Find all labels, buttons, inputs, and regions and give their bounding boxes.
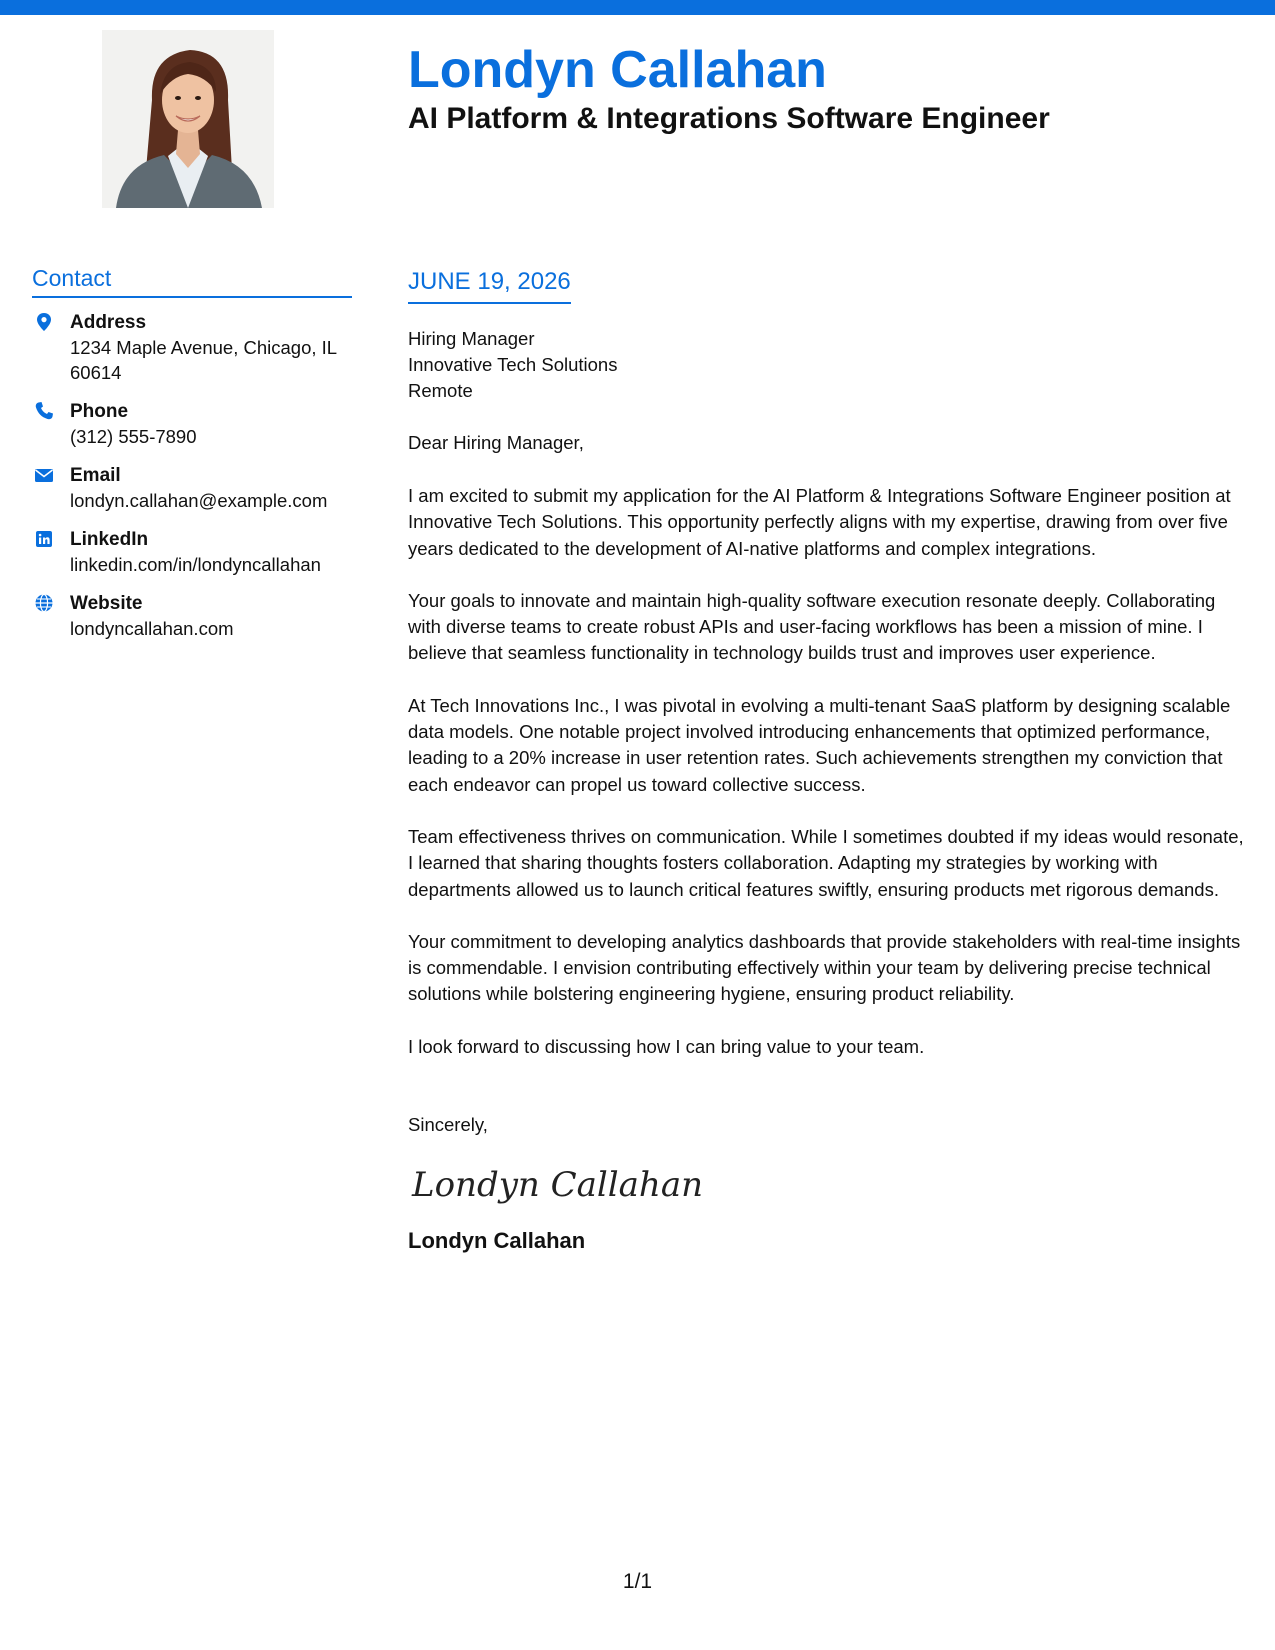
contact-address: [32, 310, 352, 385]
letter-date: JUNE 19, 2026: [408, 268, 571, 304]
job-title: AI Platform & Integrations Software Engineer: [408, 102, 1050, 135]
handwritten-signature: [408, 1154, 1248, 1214]
page-number: 1/1: [622, 1570, 653, 1593]
recipient-line: Innovative Tech Solutions: [408, 354, 618, 375]
body-paragraph: I look forward to discussing how I can bring value to your team.: [408, 1035, 925, 1057]
globe-icon: [34, 593, 54, 613]
body-paragraph: I am excited to submit my application for the AI Platform & Integrations Software Engineer position at Innovative Tech Solutions. This opportunity perfectly aligns with my expertise, drawing from over five years dedicated to the development of AI-native platforms and complex integrations.: [408, 485, 1231, 559]
contact-website: [32, 591, 352, 641]
contact-heading: Contact: [32, 265, 352, 298]
contact-label: Address: [70, 312, 147, 333]
body-paragraph: Team effectiveness thrives on communication. While I sometimes doubted if my ideas would resonate, I learned that sharing thoughts fosters collaboration. Adapting my strategies by working with departments allowed us to launch critical features swiftly, ensuring products met rigorous demands.: [408, 825, 1244, 900]
contact-value: (312) 555-7890: [70, 426, 197, 447]
contact-label: Email: [70, 465, 121, 486]
svg-text:Londyn Callahan: Londyn Callahan: [412, 1165, 703, 1206]
contact-value: linkedin.com/in/londyncallahan: [70, 554, 321, 575]
closing: Sincerely,: [408, 1114, 488, 1136]
letter-body: [408, 268, 1248, 1254]
body-paragraph: Your commitment to developing analytics dashboards that provide stakeholders with real-time insights is commendable. I envision contributing effectively within your team by delivering precise technical solutions while bolstering engineering hygiene, ensuring product reliability.: [408, 930, 1241, 1005]
contact-label: Website: [70, 593, 143, 614]
signer-name: Londyn Callahan: [408, 1228, 586, 1254]
contact-value: 1234 Maple Avenue, Chicago, IL 60614: [70, 337, 337, 383]
map-pin-icon: [34, 312, 54, 332]
salutation: Dear Hiring Manager,: [408, 432, 584, 453]
body-paragraph: At Tech Innovations Inc., I was pivotal in evolving a multi-tenant SaaS platform by designing scalable data models. One notable project involved introducing enhancements that optimized performance, leading to a 20% increase in user retention rates. Such achievements strengthen my conviction that each endeavor can propel us toward collective success.: [408, 694, 1231, 795]
contact-sidebar: [32, 265, 352, 655]
linkedin-icon: [34, 529, 54, 549]
contact-label: LinkedIn: [70, 529, 149, 550]
contact-phone: [32, 399, 352, 449]
contact-linkedin: [32, 527, 352, 577]
profile-photo: [102, 30, 274, 208]
recipient-block: [408, 326, 1248, 404]
applicant-name: Londyn Callahan: [408, 41, 827, 99]
contact-label: Phone: [70, 401, 129, 422]
envelope-icon: [34, 465, 54, 485]
recipient-line: Hiring Manager: [408, 328, 535, 349]
phone-icon: [34, 401, 54, 421]
contact-email: [32, 463, 352, 513]
top-accent-bar: [0, 0, 1275, 15]
recipient-line: Remote: [408, 380, 473, 401]
contact-value: londyn.callahan@example.com: [70, 490, 328, 511]
body-paragraph: Your goals to innovate and maintain high-quality software execution resonate deeply. Collaborating with diverse teams to create robust APIs and user-facing workflows has been a mission of mine. I believe that seamless functionality in technology builds trust and improves user experience.: [408, 589, 1216, 664]
contact-value: londyncallahan.com: [70, 618, 234, 639]
